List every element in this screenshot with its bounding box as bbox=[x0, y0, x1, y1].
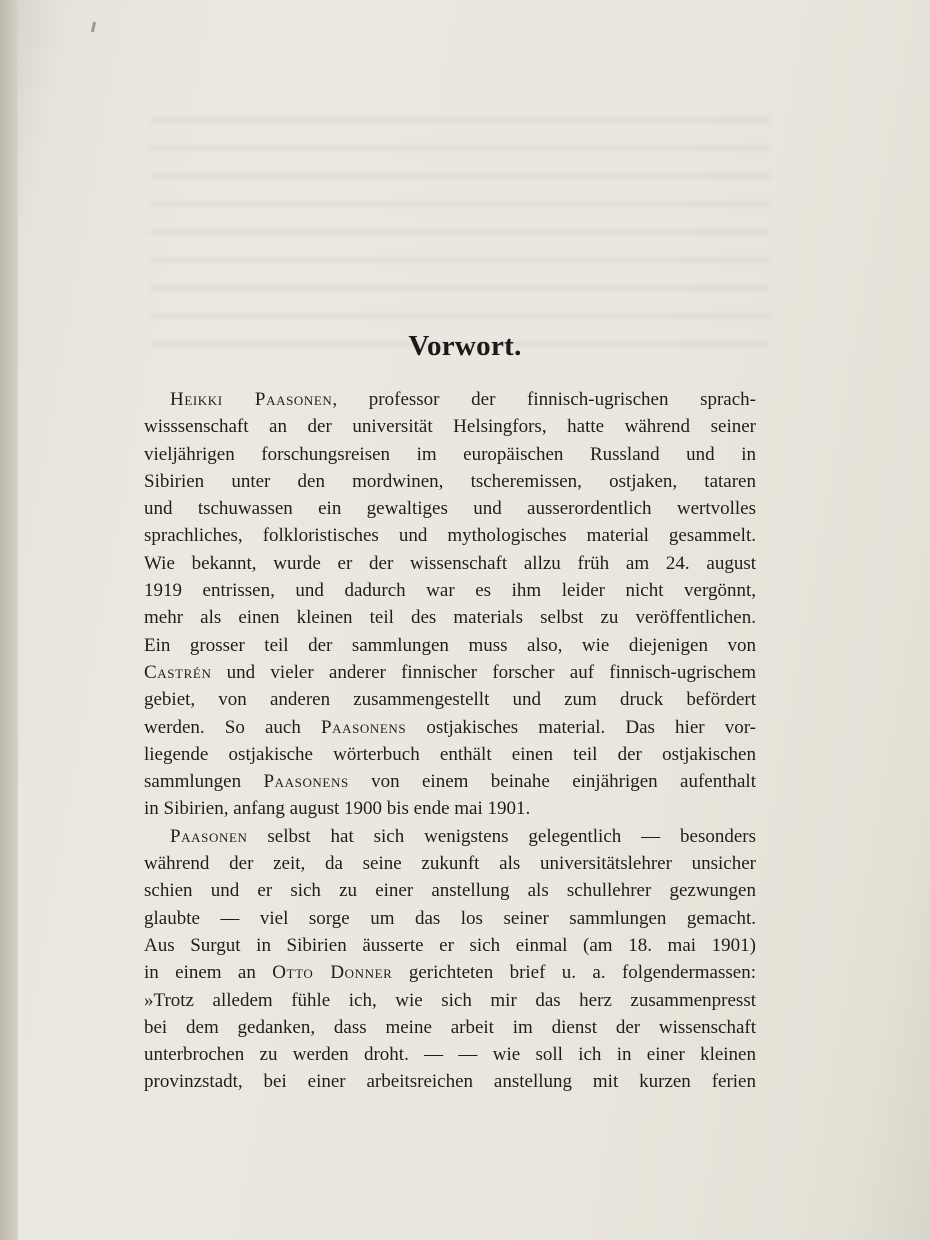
text-line bbox=[144, 413, 756, 440]
small-caps-name: Paasonens bbox=[320, 716, 407, 738]
text-line bbox=[144, 905, 756, 932]
text-line bbox=[144, 987, 756, 1014]
text-line bbox=[144, 604, 756, 631]
text-run: während der zeit, da seine zukunft als universitätslehrer unsicher bbox=[144, 853, 756, 875]
text-run: in Sibirien, anfang august 1900 bis ende mai 1901. bbox=[144, 798, 531, 820]
text-line bbox=[144, 877, 756, 904]
text-run: sammlungen bbox=[144, 771, 264, 793]
text-line bbox=[144, 795, 756, 822]
text-line bbox=[144, 768, 756, 795]
preface-text bbox=[144, 386, 756, 1096]
text-line bbox=[144, 1041, 756, 1068]
text-line bbox=[144, 850, 756, 877]
text-line bbox=[144, 714, 756, 741]
text-line bbox=[144, 1014, 756, 1041]
page-speck bbox=[91, 22, 96, 32]
text-line bbox=[144, 741, 756, 768]
text-run: werden. So auch bbox=[144, 716, 321, 738]
text-run: und tschuwassen ein gewaltiges und ausserordentlich wertvolles bbox=[144, 498, 756, 520]
text-line bbox=[144, 686, 756, 713]
text-run: , professor der finnisch-ugrischen sprach- bbox=[332, 389, 756, 410]
text-run: Sibirien unter den mordwinen, tscheremissen, ostjaken, tataren bbox=[144, 470, 756, 492]
text-line bbox=[144, 522, 756, 549]
text-run: von einem beinahe einjährigen aufenthalt bbox=[348, 771, 756, 793]
text-run: Wie bekannt, wurde er der wissenschaft allzu früh am 24. august bbox=[144, 552, 756, 574]
text-run: und vieler anderer finnischer forscher auf finnisch-ugrischem bbox=[211, 661, 756, 683]
text-line bbox=[144, 468, 756, 495]
text-line bbox=[144, 386, 756, 413]
text-line bbox=[144, 932, 756, 959]
show-through-text bbox=[150, 100, 770, 360]
text-line bbox=[144, 577, 756, 604]
text-run: schien und er sich zu einer anstellung als schullehrer gezwungen bbox=[144, 880, 756, 902]
text-run: provinzstadt, bei einer arbeitsreichen anstellung mit kurzen ferien bbox=[144, 1071, 756, 1093]
page-title: Vorwort. bbox=[408, 330, 522, 362]
text-run: wisssenschaft an der universität Helsingfors, hatte während seiner bbox=[144, 416, 756, 438]
small-caps-name: Paasonens bbox=[263, 771, 349, 793]
text-run: liegende ostjakische wörterbuch enthält einen teil der ostjakischen bbox=[144, 743, 756, 765]
page-gutter bbox=[0, 0, 18, 1240]
text-line bbox=[144, 550, 756, 577]
text-run: vieljährigen forschungsreisen im europäischen Russland und in bbox=[144, 443, 756, 465]
text-line bbox=[144, 959, 756, 986]
text-run: glaubte — viel sorge um das los seiner sammlungen gemacht. bbox=[144, 907, 756, 929]
text-run: selbst hat sich wenigstens gelegentlich — besonders bbox=[247, 825, 756, 847]
text-run: unterbrochen zu werden droht. — — wie soll ich in einer kleinen bbox=[144, 1044, 756, 1066]
text-line bbox=[144, 495, 756, 522]
text-run: gerichteten brief u. a. folgendermassen: bbox=[392, 962, 756, 984]
small-caps-name: Otto Donner bbox=[272, 962, 393, 984]
text-run: bei dem gedanken, dass meine arbeit im dienst der wissenschaft bbox=[144, 1016, 756, 1038]
text-run: in einem an bbox=[144, 962, 273, 984]
text-run: Aus Surgut in Sibirien äusserte er sich einmal (am 18. mai 1901) bbox=[144, 934, 756, 956]
text-run: sprachliches, folkloristisches und mythologisches material gesammelt. bbox=[144, 525, 756, 547]
text-line bbox=[144, 632, 756, 659]
text-run: gebiet, von anderen zusammengestellt und zum druck befördert bbox=[144, 689, 756, 711]
small-caps-name: Heikki Paasonen bbox=[170, 389, 333, 410]
text-run: 1919 entrissen, und dadurch war es ihm leider nicht vergönnt, bbox=[144, 580, 756, 602]
text-line bbox=[144, 1068, 756, 1095]
text-line bbox=[144, 823, 756, 850]
text-run: mehr als einen kleinen teil des materials selbst zu veröffentlichen. bbox=[144, 607, 756, 629]
text-line bbox=[144, 441, 756, 468]
small-caps-name: Castrén bbox=[144, 661, 212, 683]
text-run: Ein grosser teil der sammlungen muss also, wie diejenigen von bbox=[144, 634, 756, 656]
small-caps-name: Paasonen bbox=[170, 825, 248, 847]
text-line bbox=[144, 659, 756, 686]
text-run: ostjakisches material. Das hier vor- bbox=[406, 716, 756, 738]
text-run: »Trotz alledem fühle ich, wie sich mir das herz zusammenpresst bbox=[144, 989, 756, 1011]
